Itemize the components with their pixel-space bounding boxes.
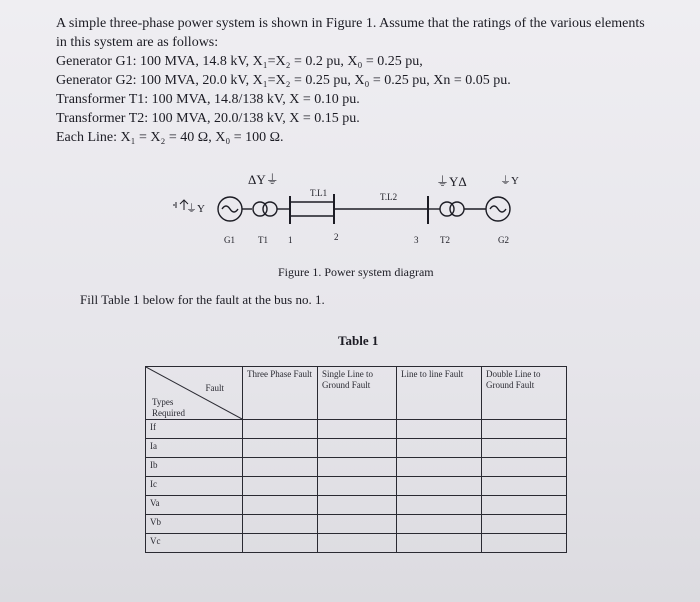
answer-cell[interactable] — [318, 477, 397, 496]
answer-cell[interactable] — [397, 458, 482, 477]
power-system-diagram — [150, 160, 570, 280]
fault-table — [145, 366, 567, 553]
t1-label: T1 — [258, 235, 268, 245]
col-header-single-line-ground: Single Line to Ground Fault — [318, 367, 397, 420]
generator-g1-rating: Generator G1: 100 MVA, 14.8 kV, X₁=X₂ = 0.2 pu, X₀ = 0.25 pu, — [56, 54, 423, 69]
g1-connection-label: ⏚Y — [186, 203, 205, 215]
g2-connection-label: ⏚Y — [500, 175, 519, 187]
answer-cell[interactable] — [243, 439, 318, 458]
row-label-ic: Ic — [146, 477, 243, 496]
table-row — [146, 420, 567, 439]
g2-sine-icon — [490, 206, 506, 212]
bus-1-label: 1 — [288, 235, 293, 245]
corner-required: Required — [152, 408, 185, 418]
row-label-va: Va — [146, 496, 243, 515]
table-title: Table 1 — [338, 333, 379, 348]
answer-cell[interactable] — [397, 439, 482, 458]
figure-caption: Figure 1. Power system diagram — [278, 265, 434, 279]
answer-cell[interactable] — [397, 496, 482, 515]
instruction: Fill Table 1 below for the fault at the bus no. 1. — [80, 292, 325, 307]
answer-cell[interactable] — [243, 534, 318, 553]
bus-2-label: 2 — [334, 232, 339, 242]
line-rating: Each Line: X₁ = X₂ = 40 Ω, X₀ = 100 Ω. — [56, 130, 284, 145]
table-row — [146, 496, 567, 515]
t1-connection-label: ΔY⏚ — [248, 172, 279, 187]
t2-label: T2 — [440, 235, 450, 245]
row-label-ib: Ib — [146, 458, 243, 477]
row-label-vb: Vb — [146, 515, 243, 534]
answer-cell[interactable] — [397, 477, 482, 496]
transformer-t2-coil-b — [450, 202, 464, 216]
answer-cell[interactable] — [318, 458, 397, 477]
g2-label: G2 — [498, 235, 509, 245]
col-header-double-line-ground: Double Line to Ground Fault — [482, 367, 567, 420]
answer-cell[interactable] — [318, 515, 397, 534]
corner-fault-label: Fault — [205, 383, 224, 393]
g1-label: G1 — [224, 235, 235, 245]
t2-connection-label: ⏚YΔ — [436, 174, 467, 189]
table-row — [146, 439, 567, 458]
transformer-t2-rating: Transformer T2: 100 MVA, 20.0/138 kV, X = 0.15 pu. — [56, 111, 360, 126]
table-row — [146, 477, 567, 496]
table-corner-cell — [146, 367, 243, 420]
table-header-row — [146, 367, 567, 420]
answer-cell[interactable] — [482, 439, 567, 458]
problem-statement — [56, 14, 676, 147]
answer-cell[interactable] — [482, 534, 567, 553]
table-row — [146, 458, 567, 477]
answer-cell[interactable] — [482, 420, 567, 439]
corner-types: Types — [152, 397, 174, 407]
answer-cell[interactable] — [397, 515, 482, 534]
answer-cell[interactable] — [482, 496, 567, 515]
answer-cell[interactable] — [318, 420, 397, 439]
answer-cell[interactable] — [482, 515, 567, 534]
table-row — [146, 515, 567, 534]
intro-line-2: in this system are as follows: — [56, 35, 219, 50]
col-header-line-to-line: Line to line Fault — [397, 367, 482, 420]
answer-cell[interactable] — [243, 477, 318, 496]
transformer-t1-rating: Transformer T1: 100 MVA, 14.8/138 kV, X = 0.10 pu. — [56, 92, 360, 107]
corner-types-label — [152, 397, 185, 419]
generator-g2-rating: Generator G2: 100 MVA, 20.0 kV, X₁=X₂ = 0.25 pu, X₀ = 0.25 pu, Xn = 0.05 pu. — [56, 73, 511, 88]
line-tl2-label: T.L2 — [380, 192, 398, 202]
answer-cell[interactable] — [397, 534, 482, 553]
line-tl1-label: T.L1 — [310, 188, 328, 198]
bus-3-label: 3 — [414, 235, 419, 245]
col-header-three-phase: Three Phase Fault — [243, 367, 318, 420]
answer-cell[interactable] — [318, 439, 397, 458]
row-label-vc: Vc — [146, 534, 243, 553]
answer-cell[interactable] — [482, 477, 567, 496]
row-label-if: If — [146, 420, 243, 439]
intro-line-1: A simple three-phase power system is shown in Figure 1. Assume that the ratings of the various elements — [56, 16, 645, 31]
answer-cell[interactable] — [243, 496, 318, 515]
transformer-t1-coil-b — [263, 202, 277, 216]
answer-cell[interactable] — [397, 420, 482, 439]
answer-cell[interactable] — [243, 458, 318, 477]
answer-cell[interactable] — [243, 515, 318, 534]
row-label-ia: Ia — [146, 439, 243, 458]
g1-sine-icon — [222, 206, 238, 212]
table-row — [146, 534, 567, 553]
answer-cell[interactable] — [318, 496, 397, 515]
answer-cell[interactable] — [243, 420, 318, 439]
answer-cell[interactable] — [318, 534, 397, 553]
answer-cell[interactable] — [482, 458, 567, 477]
